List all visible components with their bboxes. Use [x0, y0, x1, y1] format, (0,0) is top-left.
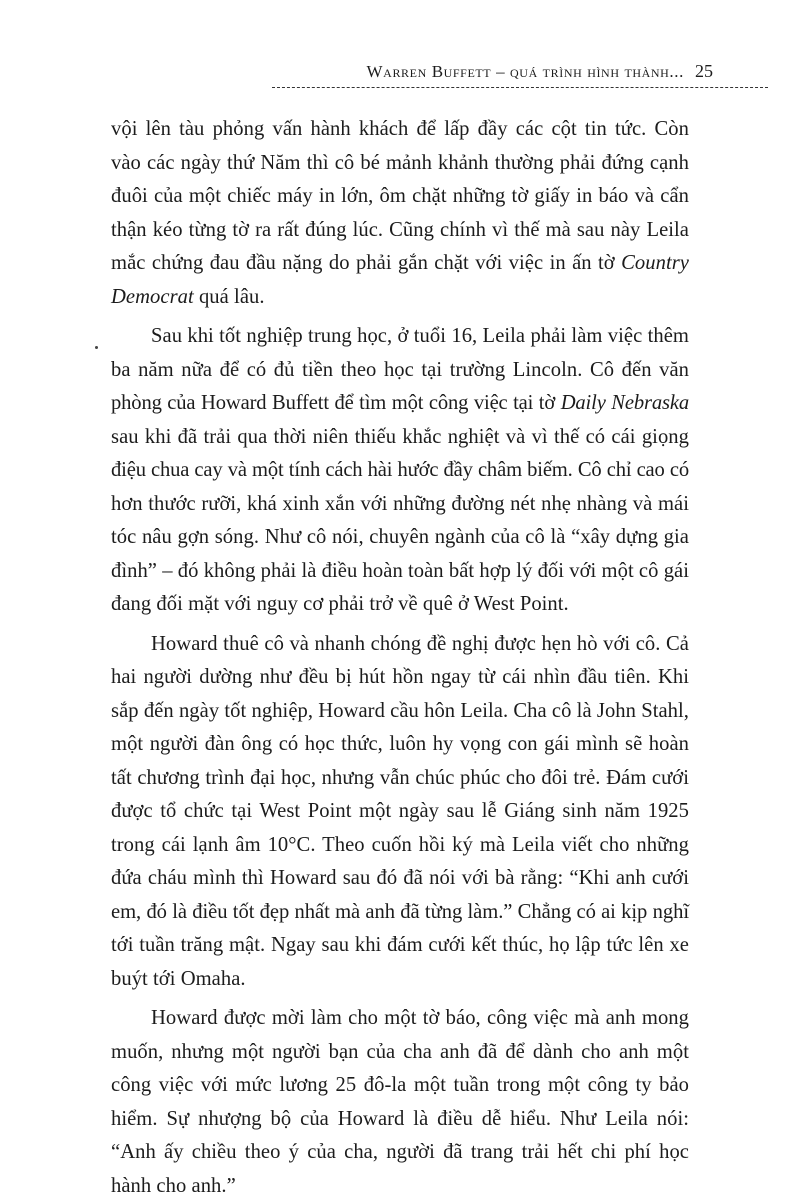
text-line: Sau khi tốt nghiệp trung học, ở tuổi 16, Leila phải làm việc thêm [111, 320, 689, 354]
paragraph-2 [111, 320, 689, 622]
text-line: vào các ngày thứ Năm thì cô bé mảnh khảnh thường phải đứng cạnh [111, 147, 689, 181]
italic-title: Daily Nebraska [561, 392, 689, 414]
text-line: sau khi đã trải qua thời niên thiếu khắc nghiệt và vì thế có cái giọng [111, 421, 689, 455]
text-segment: mắc chứng đau đầu nặng do phải gắn chặt với việc in ấn tờ [111, 252, 621, 274]
text-line: một người đàn ông có học thức, luôn hy vọng con gái mình sẽ hoàn [111, 728, 689, 762]
text-line: hai người dường như đều bị hút hồn ngay từ cái nhìn đầu tiên. Khi [111, 661, 689, 695]
text-line: được tổ chức tại West Point một ngày sau lễ Giáng sinh năm 1925 [111, 795, 689, 829]
italic-title: Democrat [111, 286, 194, 308]
text-line: đuôi của một chiếc máy in lớn, ôm chặt những tờ giấy in báo và cẩn [111, 180, 689, 214]
text-line: hiểm. Sự nhượng bộ của Howard là điều dễ hiểu. Như Leila nói: [111, 1103, 689, 1137]
text-line: muốn, nhưng một người bạn của cha anh đã để dành cho anh một [111, 1036, 689, 1070]
text-line: ba năm nữa để có đủ tiền theo học tại trường Lincoln. Cô đến văn [111, 354, 689, 388]
text-line: thận kéo từng tờ ra rất đúng lúc. Cũng chính vì thế mà sau này Leila [111, 214, 689, 248]
text-segment: quá lâu. [194, 286, 265, 308]
text-line [111, 387, 689, 421]
text-line: hơn thước rưỡi, khá xinh xắn với những đường nét nhẹ nhàng và mái [111, 488, 689, 522]
text-line: tới tuần trăng mật. Ngay sau khi đám cưới kết thúc, họ lập tức lên xe [111, 929, 689, 963]
text-line: tất chương trình đại học, nhưng vẫn chúc phúc cho đôi trẻ. Đám cưới [111, 762, 689, 796]
running-header [272, 60, 768, 92]
header-dashed-rule [272, 87, 768, 88]
paragraph-1 [111, 113, 689, 314]
text-line: buýt tới Omaha. [111, 963, 689, 997]
paragraph-4 [111, 1002, 689, 1203]
running-header-title: Warren Buffett – quá trình hình thành... [367, 62, 684, 82]
text-line: trong cái lạnh âm 10°C. Theo cuốn hồi ký mà Leila viết cho những [111, 829, 689, 863]
body-text [111, 113, 689, 1203]
text-line: Howard được mời làm cho một tờ báo, công việc mà anh mong [111, 1002, 689, 1036]
text-line: sắp đến ngày tốt nghiệp, Howard cầu hôn Leila. Cha cô là John Stahl, [111, 695, 689, 729]
text-line: hành cho anh.” [111, 1170, 689, 1203]
page-number: 25 [695, 61, 713, 82]
italic-title: Country [621, 252, 689, 274]
text-line [111, 247, 689, 281]
margin-speck [95, 346, 98, 349]
text-line: tóc nâu gợn sóng. Như cô nói, chuyên ngành của cô là “xây dựng gia [111, 521, 689, 555]
text-line: đang đối mặt với nguy cơ phải trở về quê ở West Point. [111, 588, 689, 622]
text-line: “Anh ấy chiều theo ý của cha, người đã trang trải hết chi phí học [111, 1136, 689, 1170]
text-line: công việc với mức lương 25 đô-la một tuần trong một công ty bảo [111, 1069, 689, 1103]
text-line: điệu chua cay và một tính cách hài hước đầy châm biếm. Cô chỉ cao có [111, 454, 689, 488]
text-line: Howard thuê cô và nhanh chóng đề nghị được hẹn hò với cô. Cả [111, 628, 689, 662]
text-line: em, đó là điều tốt đẹp nhất mà anh đã từng làm.” Chẳng có ai kịp nghĩ [111, 896, 689, 930]
text-line: vội lên tàu phỏng vấn hành khách để lấp đầy các cột tin tức. Còn [111, 113, 689, 147]
paragraph-3 [111, 628, 689, 997]
text-line: đứa cháu mình thì Howard sau đó đã nói với bà rằng: “Khi anh cưới [111, 862, 689, 896]
text-segment: phòng của Howard Buffett để tìm một công việc tại tờ [111, 392, 561, 414]
text-line: đình” – đó không phải là điều hoàn toàn bất hợp lý đối với một cô gái [111, 555, 689, 589]
text-line [111, 281, 689, 315]
